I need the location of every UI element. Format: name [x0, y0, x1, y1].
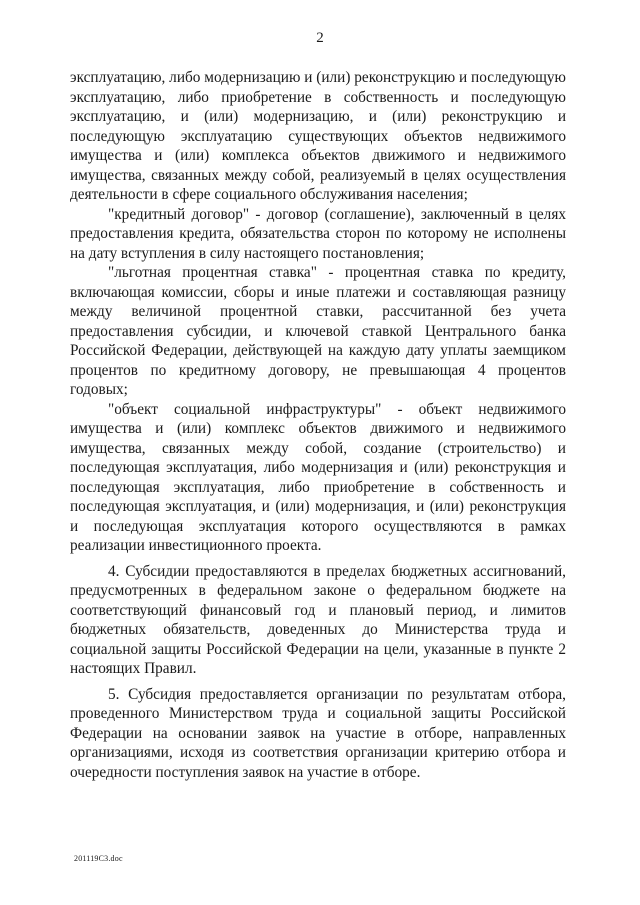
document-body	[70, 68, 566, 782]
paragraph-definition-preferential-rate: "льготная процентная ставка" - процентная ставка по кредиту, включающая комиссии, сборы и иные платежи и составляющая разницу между величиной процентной ставки, рассчитанной без учета предоставления субсидии, и ключевой ставкой Центрального банка Российской Федерации, действующей на каждую дату уплаты заемщиком процентов по кредитному договору, не превышающая 4 процентов годовых;	[70, 264, 566, 398]
file-code-footer: 201119С3.doc	[74, 854, 123, 863]
page-number: 2	[316, 30, 324, 46]
paragraph-section-4: 4. Субсидии предоставляются в пределах бюджетных ассигнований, предусмотренных в федеральном законе о федеральном бюджете на соответствующий финансовый год и плановый период, и лимитов бюджетных обязательств, доведенных до Министерства труда и социальной защиты Российской Федерации на цели, указанные в пункте 2 настоящих Правил.	[70, 562, 566, 677]
paragraph-definition-credit-agreement: "кредитный договор" - договор (соглашение), заключенный в целях предоставления кредита, обязательства сторон по которому не исполнены на дату вступления в силу настоящего постановления;	[70, 205, 566, 262]
paragraph-definition-social-infrastructure: "объект социальной инфраструктуры" - объект недвижимого имущества и (или) комплекс объектов движимого и недвижимого имущества, связанных между собой, создание (строительство) и последующая эксплуатация, либо модернизация и (или) реконструкция и последующая эксплуатация, либо приобретение в собственность и последующая эксплуатация, и (или) модернизация, и (или) реконструкция и последующая эксплуатация которого осуществляются в рамках реализации инвестиционного проекта.	[70, 400, 566, 554]
paragraph-definition-investment-project-continued: эксплуатацию, либо модернизацию и (или) реконструкцию и последующую эксплуатацию, либо приобретение в собственность и последующую эксплуатацию, и (или) модернизацию, и (или) реконструкцию и последующую эксплуатацию существующих объектов недвижимого имущества и (или) комплекса объектов движимого и недвижимого имущества, связанных между собой, реализуемый в целях осуществления деятельности в сфере социального обслуживания населения;	[70, 69, 566, 203]
paragraph-section-5: 5. Субсидия предоставляется организации по результатам отбора, проведенного Министерством труда и социальной защиты Российской Федерации на основании заявок на участие в отборе, направленных организациями, исходя из соответствия организации критерию отбора и очередности поступления заявок на участие в отборе.	[70, 685, 566, 781]
